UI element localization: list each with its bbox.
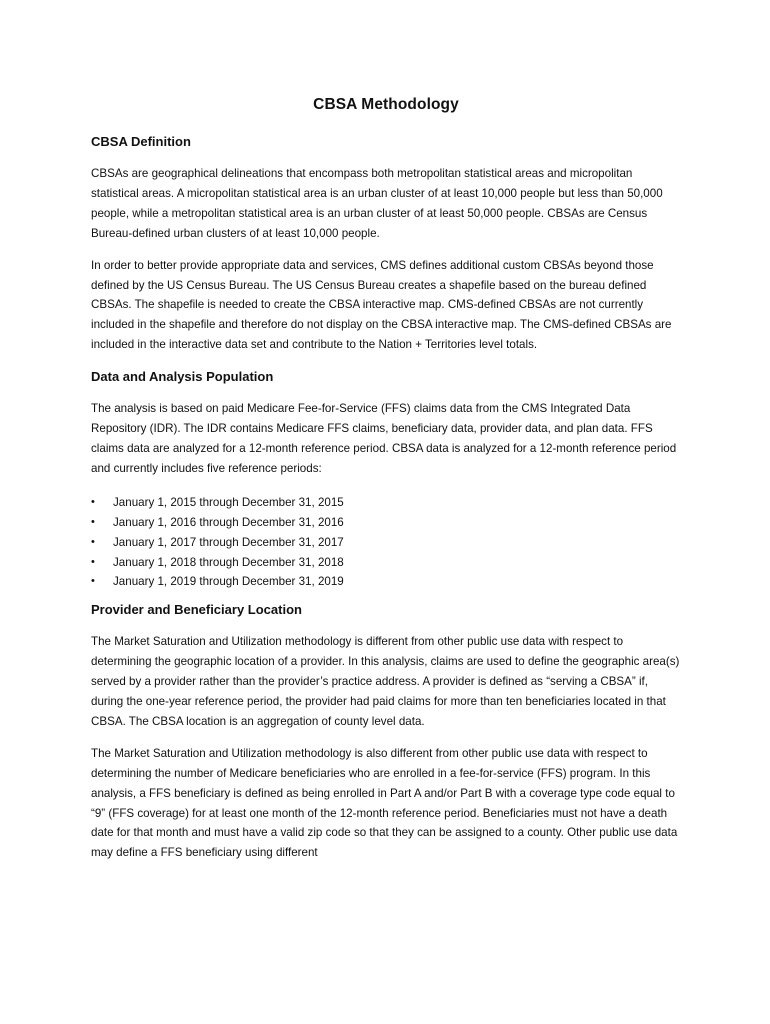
list-item-text: January 1, 2016 through December 31, 2016 [113, 515, 344, 529]
document-body [91, 94, 681, 875]
list-item [91, 553, 681, 573]
bullet-icon: • [91, 575, 95, 588]
heading-cbsa-definition: CBSA Definition [91, 134, 191, 149]
list-item [91, 533, 681, 553]
list-item-text: January 1, 2019 through December 31, 2019 [113, 575, 344, 589]
list-item [91, 572, 681, 592]
list-item-text: January 1, 2017 through December 31, 2017 [113, 535, 344, 549]
heading-provider-beneficiary-location: Provider and Beneficiary Location [91, 602, 302, 618]
reference-periods-list [91, 493, 681, 593]
paragraph-analysis-population: The analysis is based on paid Medicare Fee-for-Service (FFS) claims data from the CMS Integrated Data Repository (IDR). The IDR contains Medicare FFS claims, beneficiary data, provider data, and plan data. FFS claims data are analyzed for a 12-month reference period. CBSA data is analyzed for a 12-month reference period and currently includes five reference periods: [91, 402, 677, 475]
list-item-text: January 1, 2015 through December 31, 2015 [113, 495, 344, 509]
paragraph-provider-location: The Market Saturation and Utilization methodology is different from other public use data with respect to determining the geographic location of a provider. In this analysis, claims are used to define the geographic area(s) served by a provider rather than the provider’s practice address. A provider is defined as “serving a CBSA” if, during the one-year reference period, the provider had paid claims for more than ten beneficiaries located in that CBSA. The CBSA location is an aggregation of county level data. [91, 635, 680, 728]
heading-data-analysis-population: Data and Analysis Population [91, 369, 274, 385]
paragraph-beneficiary-count: The Market Saturation and Utilization methodology is also different from other public use data with respect to determining the number of Medicare beneficiaries who are enrolled in a fee-for-service (FFS) program. In this analysis, a FFS beneficiary is defined as being enrolled in Part A and/or Part B with a coverage type code equal to “9” (FFS coverage) for at least one month of the 12-month reference period. Beneficiaries must not have a death date for that month and must have a valid zip code so that they can be assigned to a county. Other public use data may define a FFS beneficiary using different [91, 746, 678, 860]
bullet-icon: • [91, 515, 95, 528]
list-item [91, 513, 681, 533]
list-item [91, 493, 681, 513]
bullet-icon: • [91, 495, 95, 508]
paragraph-custom-cbsas: In order to better provide appropriate data and services, CMS defines additional custom CBSAs beyond those defined by the US Census Bureau. The US Census Bureau creates a shapefile based on the bureau defined CBSAs. The shapefile is needed to create the CBSA interactive map. CMS-defined CBSAs are not currently included in the shapefile and therefore do not display on the CBSA interactive map. The CMS-defined CBSAs are included in the interactive data set and contribute to the Nation + Territories level totals. [91, 258, 672, 352]
paragraph-cbsa-definition: CBSAs are geographical delineations that encompass both metropolitan statistical areas and micropolitan statistical areas. A micropolitan statistical area is an urban cluster of at least 10,000 people but less than 50,000 people, while a metropolitan statistical area is an urban cluster of at least 50,000 people. CBSAs are Census Bureau-defined urban clusters of at least 10,000 people. [91, 167, 663, 240]
list-item-text: January 1, 2018 through December 31, 2018 [113, 555, 344, 569]
page-title: CBSA Methodology [313, 96, 459, 113]
bullet-icon: • [91, 535, 95, 548]
bullet-icon: • [91, 555, 95, 568]
